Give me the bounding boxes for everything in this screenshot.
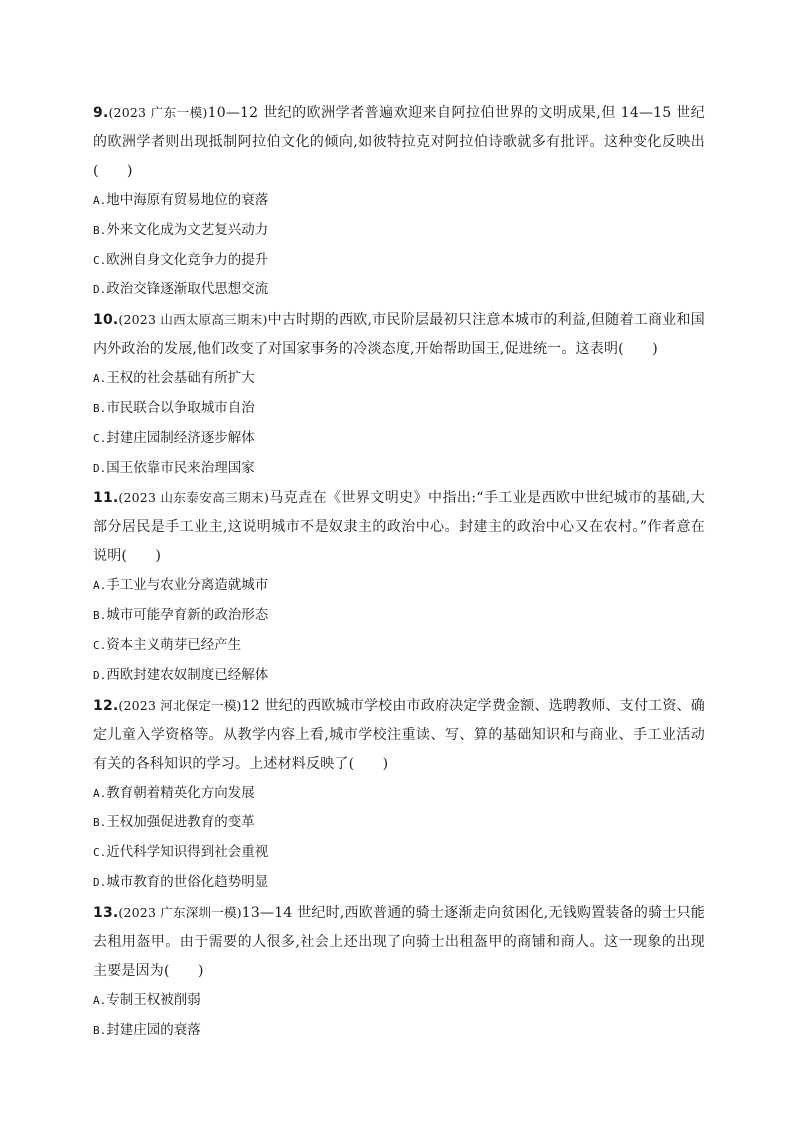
option-letter: D. <box>93 461 107 475</box>
option-b <box>93 216 705 246</box>
question-13 <box>93 898 705 1046</box>
option-d <box>93 868 705 898</box>
option-b <box>93 1016 705 1046</box>
option-text: 西欧封建农奴制度已经解体 <box>106 666 269 683</box>
option-letter: C. <box>93 638 107 652</box>
option-d <box>93 275 705 305</box>
option-letter: B. <box>93 223 107 237</box>
question-text: 13—14 世纪时,西欧普通的骑士逐渐走向贫困化,无钱购置装备的骑士只能去租用盔甲。由于需要的人很多,社会上还出现了向骑士出租盔甲的商铺和商人。这一现象的出现主要是因为( ) <box>93 904 706 979</box>
option-text: 手工业与农业分离造就城市 <box>106 577 269 594</box>
question-source: (2023 山东泰安高三期末) <box>118 490 270 506</box>
question-number: 12. <box>93 697 119 714</box>
option-c <box>93 246 705 276</box>
question-number: 11. <box>93 490 119 507</box>
option-text: 资本主义萌芽已经产生 <box>106 636 242 653</box>
question-text: 中古时期的西欧,市民阶层最初只注意本城市的利益,但随着工商业和国内外政治的发展,他们改变了对国家事务的冷淡态度,开始帮助国王,促进统一。这表明( ) <box>93 312 705 358</box>
option-c <box>93 631 705 661</box>
option-a <box>93 779 705 809</box>
option-letter: B. <box>93 1023 107 1037</box>
option-text: 市民联合以争取城市自治 <box>106 399 255 416</box>
question-text: 10—12 世纪的欧洲学者普遍欢迎来自阿拉伯世界的文明成果,但 14—15 世纪的欧洲学者则出现抵制阿拉伯文化的倾向,如彼特拉克对阿拉伯诗歌就多有批评。这种变化反映出( ) <box>93 105 705 179</box>
option-text: 近代科学知识得到社会重视 <box>106 844 269 861</box>
question-10 <box>93 305 705 483</box>
option-letter: D. <box>93 875 107 889</box>
option-letter: A. <box>93 194 107 207</box>
option-a <box>93 986 705 1016</box>
option-letter: A. <box>93 579 107 593</box>
option-letter: C. <box>93 253 107 267</box>
option-text: 封建庄园的衰落 <box>106 1021 201 1038</box>
question-source: (2023 河北保定一模) <box>118 697 242 713</box>
option-d <box>93 661 705 691</box>
option-letter: C. <box>93 846 107 860</box>
option-letter: B. <box>93 401 107 415</box>
question-number: 10. <box>93 312 119 329</box>
option-b <box>93 394 705 424</box>
option-c <box>93 838 705 868</box>
option-letter: A. <box>93 993 107 1007</box>
option-a <box>93 364 705 394</box>
question-stem <box>93 898 705 986</box>
option-text: 外来文化成为文艺复兴动力 <box>106 221 269 238</box>
option-text: 王权加强促进教育的变革 <box>106 814 255 831</box>
question-stem <box>93 691 705 779</box>
option-letter: A. <box>93 786 107 800</box>
option-letter: B. <box>93 609 107 623</box>
option-a <box>93 571 705 601</box>
option-letter: A. <box>93 372 107 386</box>
question-9 <box>93 98 705 305</box>
question-source: (2023 山西太原高三期末) <box>118 312 268 328</box>
option-b <box>93 601 705 631</box>
question-number: 13. <box>93 904 119 921</box>
option-text: 教育朝着精英化方向发展 <box>106 784 255 801</box>
option-letter: D. <box>93 283 107 297</box>
option-c <box>93 424 705 454</box>
question-source: (2023 广东一模) <box>108 105 208 120</box>
option-text: 王权的社会基础有所扩大 <box>106 370 255 387</box>
option-a <box>93 186 705 216</box>
question-text: 12 世纪的西欧城市学校由市政府决定学费金额、选聘教师、支付工资、确定儿童入学资格等。从教学内容上看,城市学校注重读、写、算的基础知识和与商业、手工业活动有关的各科知识的学习。上述材料反映了( ) <box>93 697 705 772</box>
question-12 <box>93 691 705 898</box>
option-b <box>93 808 705 838</box>
question-11 <box>93 483 705 690</box>
question-source: (2023 广东深圳一模) <box>118 904 242 920</box>
option-text: 专制王权被削弱 <box>106 991 201 1008</box>
option-letter: C. <box>93 431 107 445</box>
option-text: 城市教育的世俗化趋势明显 <box>106 873 269 890</box>
option-text: 政治交锋逐渐取代思想交流 <box>106 281 269 298</box>
option-letter: B. <box>93 816 107 830</box>
question-text: 马克垚在《世界文明史》中指出:“手工业是西欧中世纪城市的基础,大部分居民是手工业主,这说明城市不是奴隶主的政治中心。封建主的政治中心又在农村。”作者意在说明( ) <box>93 490 705 565</box>
option-text: 地中海原有贸易地位的衰落 <box>106 192 269 208</box>
option-text: 国王依靠市民来治理国家 <box>106 459 255 476</box>
question-stem <box>93 305 705 364</box>
question-stem <box>93 483 705 571</box>
option-letter: D. <box>93 668 107 682</box>
option-text: 城市可能孕育新的政治形态 <box>106 607 269 624</box>
option-d <box>93 454 705 484</box>
exam-page <box>93 98 705 1045</box>
question-number: 9. <box>93 105 109 121</box>
option-text: 封建庄园制经济逐步解体 <box>106 429 255 446</box>
question-stem <box>93 98 705 186</box>
option-text: 欧洲自身文化竞争力的提升 <box>106 251 269 268</box>
